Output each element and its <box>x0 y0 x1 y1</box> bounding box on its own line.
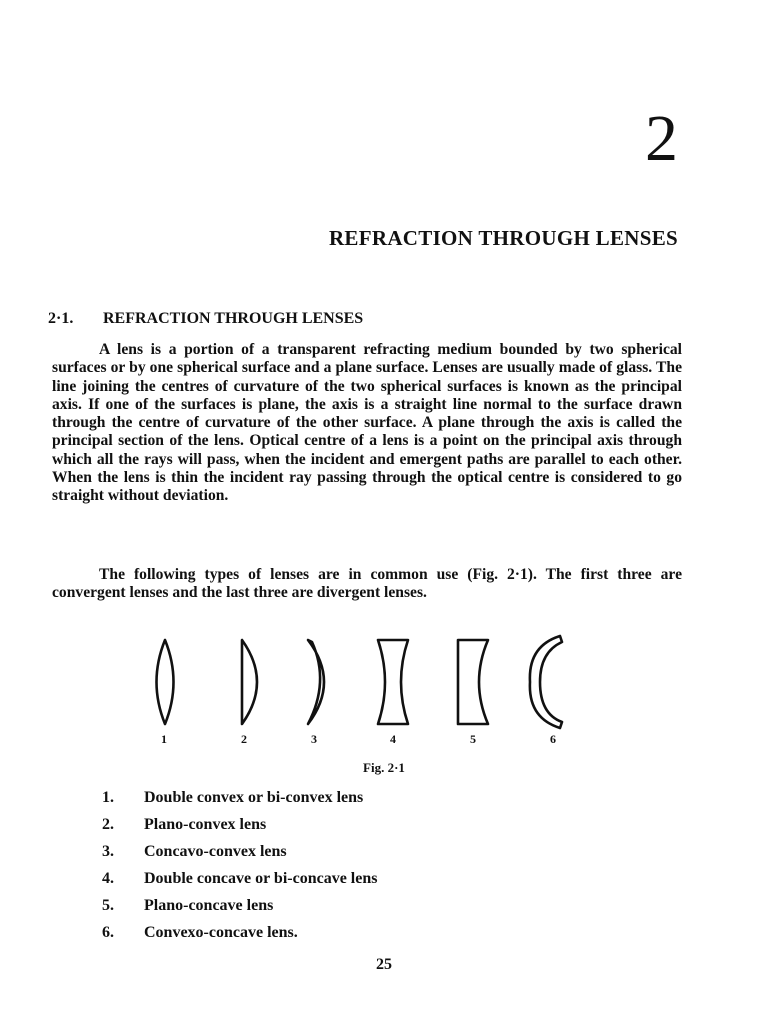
lens-number-3: 3 <box>311 732 317 746</box>
figure-caption: Fig. 2·1 <box>363 760 405 775</box>
list-item-index: 2. <box>102 816 114 833</box>
lens-convexoconcave <box>530 636 562 728</box>
section-heading <box>48 310 363 328</box>
list-item <box>102 784 377 811</box>
list-item <box>102 892 377 919</box>
list-item <box>102 811 377 838</box>
list-item-index: 5. <box>102 897 114 914</box>
lens-number-2: 2 <box>241 732 247 746</box>
list-item-index: 4. <box>102 870 114 887</box>
page-number: 25 <box>376 956 392 973</box>
lens-number-1: 1 <box>161 732 167 746</box>
lens-number-5: 5 <box>470 732 476 746</box>
list-item-index: 6. <box>102 924 114 941</box>
paragraph-lens-types: The following types of lenses are in common use (Fig. 2·1). The first three are convergent lenses and the last three are divergent lenses. <box>52 566 682 602</box>
list-item-index: 3. <box>102 843 114 860</box>
lens-planoconcave <box>458 640 488 724</box>
section-number: 2·1. <box>48 310 74 327</box>
lens-biconvex <box>157 640 174 724</box>
list-item-label: Convexo-concave lens. <box>144 924 298 941</box>
lens-planoconvex <box>242 640 257 724</box>
chapter-title: REFRACTION THROUGH LENSES <box>328 226 678 250</box>
list-item-label: Plano-convex lens <box>144 816 267 833</box>
section-title: REFRACTION THROUGH LENSES <box>103 310 364 327</box>
list-item <box>102 919 377 946</box>
lens-figure <box>140 632 580 752</box>
lens-biconcave <box>378 640 408 724</box>
list-item-index: 1. <box>102 789 114 806</box>
lens-number-6: 6 <box>550 732 556 746</box>
lens-type-list <box>102 784 377 946</box>
list-item-label: Plano-concave lens <box>144 897 274 914</box>
lens-concavoconvex <box>308 640 324 724</box>
list-item <box>102 865 377 892</box>
list-item-label: Double convex or bi-convex lens <box>144 789 364 806</box>
list-item-label: Concavo-convex lens <box>144 843 287 860</box>
chapter-number: 2 <box>645 102 678 175</box>
lens-number-4: 4 <box>390 732 396 746</box>
list-item-label: Double concave or bi-concave lens <box>144 870 378 887</box>
paragraph-lens-definition: A lens is a portion of a transparent refracting medium bounded by two spherical surfaces or by one spherical surface and a plane surface. Lenses are usually made of glass. The line joining the centres of curvature of the two spherical surfaces is known as the principal axis. If one of the surfaces is plane, the axis is a straight line normal to the surface drawn through the centre of curvature of the other surface. A plane through the axis is called the principal section of the lens. Optical centre of a lens is a point on the principal axis through which all the rays will pass, when the incident and emergent paths are parallel to each other. When the lens is thin the incident ray passing through the optical centre is considered to go straight without deviation. <box>52 341 682 505</box>
list-item <box>102 838 377 865</box>
